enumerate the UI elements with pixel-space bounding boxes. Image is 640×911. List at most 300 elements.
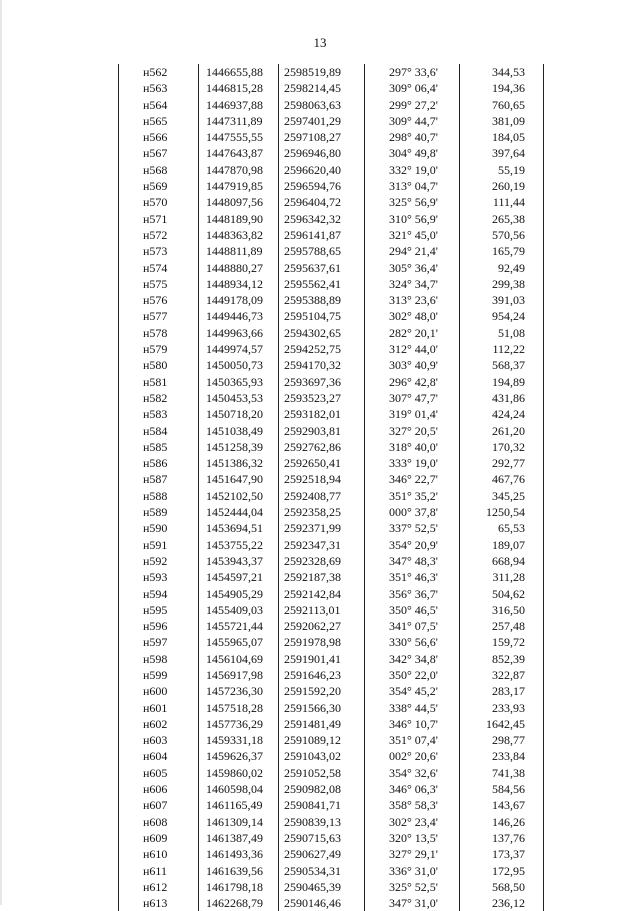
distance-cell: 584,56 — [492, 782, 525, 797]
x-coordinate-cell: 1461639,56 — [206, 863, 263, 878]
y-coordinate-cell: 2593697,36 — [284, 374, 341, 389]
y-coordinate-cell: 2595388,89 — [284, 293, 341, 308]
table-row — [118, 830, 543, 846]
y-coordinate-cell: 2591978,98 — [284, 635, 341, 650]
y-coordinate-cell: 2590982,08 — [284, 782, 341, 797]
table-row — [118, 211, 543, 227]
y-coordinate-cell: 2592328,69 — [284, 553, 341, 568]
x-coordinate-cell: 1462268,79 — [206, 896, 263, 911]
x-coordinate-cell: 1461165,49 — [206, 798, 263, 813]
direction-angle-cell: 337° 52,5' — [389, 521, 438, 536]
point-id-cell: н608 — [143, 814, 168, 829]
direction-angle-cell: 338° 44,5' — [389, 700, 438, 715]
point-id-cell: н612 — [143, 879, 168, 894]
table-row — [118, 651, 543, 667]
direction-angle-cell: 305° 36,4' — [389, 260, 438, 275]
point-id-cell: н585 — [143, 439, 168, 454]
distance-cell: 189,07 — [492, 537, 525, 552]
column-divider — [278, 64, 279, 911]
y-coordinate-cell: 2590146,46 — [284, 896, 341, 911]
table-row — [118, 374, 543, 390]
direction-angle-cell: 336° 31,0' — [389, 863, 438, 878]
y-coordinate-cell: 2591901,41 — [284, 651, 341, 666]
point-id-cell: н567 — [143, 146, 168, 161]
y-coordinate-cell: 2596620,40 — [284, 162, 341, 177]
x-coordinate-cell: 1450718,20 — [206, 407, 263, 422]
table-row — [118, 227, 543, 243]
distance-cell: 283,17 — [492, 684, 525, 699]
table-row — [118, 488, 543, 504]
point-id-cell: н569 — [143, 179, 168, 194]
y-coordinate-cell: 2592187,38 — [284, 570, 341, 585]
point-id-cell: н604 — [143, 749, 168, 764]
y-coordinate-cell: 2590627,49 — [284, 847, 341, 862]
x-coordinate-cell: 1453694,51 — [206, 521, 263, 536]
x-coordinate-cell: 1450453,53 — [206, 390, 263, 405]
x-coordinate-cell: 1461387,49 — [206, 830, 263, 845]
direction-angle-cell: 347° 48,3' — [389, 553, 438, 568]
point-id-cell: н564 — [143, 97, 168, 112]
point-id-cell: н607 — [143, 798, 168, 813]
distance-cell: 316,50 — [492, 602, 525, 617]
distance-cell: 298,77 — [492, 733, 525, 748]
x-coordinate-cell: 1448811,89 — [206, 244, 263, 259]
distance-cell: 322,87 — [492, 667, 525, 682]
table-row — [118, 423, 543, 439]
direction-angle-cell: 313° 23,6' — [389, 293, 438, 308]
point-id-cell: н588 — [143, 488, 168, 503]
distance-cell: 159,72 — [492, 635, 525, 650]
point-id-cell: н613 — [143, 896, 168, 911]
point-id-cell: н587 — [143, 472, 168, 487]
table-row — [118, 667, 543, 683]
direction-angle-cell: 324° 34,7' — [389, 276, 438, 291]
y-coordinate-cell: 2596141,87 — [284, 227, 341, 242]
distance-cell: 143,67 — [492, 798, 525, 813]
page-number: 13 — [313, 35, 327, 50]
distance-cell: 137,76 — [492, 830, 525, 845]
x-coordinate-cell: 1459331,18 — [206, 733, 263, 748]
table-row — [118, 846, 543, 862]
point-id-cell: н565 — [143, 113, 168, 128]
y-coordinate-cell: 2592142,84 — [284, 586, 341, 601]
x-coordinate-cell: 1453943,37 — [206, 553, 263, 568]
table-row — [118, 406, 543, 422]
direction-angle-cell: 297° 33,6' — [389, 65, 438, 79]
direction-angle-cell: 325° 52,5' — [389, 879, 438, 894]
y-coordinate-cell: 2592113,01 — [284, 602, 341, 617]
y-coordinate-cell: 2595104,75 — [284, 309, 341, 324]
distance-cell: 504,62 — [492, 586, 525, 601]
distance-cell: 184,05 — [492, 130, 525, 145]
x-coordinate-cell: 1456104,69 — [206, 651, 263, 666]
direction-angle-cell: 309° 06,4' — [389, 81, 438, 96]
y-coordinate-cell: 2598063,63 — [284, 97, 341, 112]
direction-angle-cell: 327° 20,5' — [389, 423, 438, 438]
direction-angle-cell: 350° 46,5' — [389, 602, 438, 617]
x-coordinate-cell: 1461798,18 — [206, 879, 263, 894]
x-coordinate-cell: 1454905,29 — [206, 586, 263, 601]
point-id-cell: н610 — [143, 847, 168, 862]
x-coordinate-cell: 1454597,21 — [206, 570, 263, 585]
table-row — [118, 162, 543, 178]
direction-angle-cell: 325° 56,9' — [389, 195, 438, 210]
y-coordinate-cell: 2592762,86 — [284, 439, 341, 454]
table-row — [118, 732, 543, 748]
x-coordinate-cell: 1448189,90 — [206, 211, 263, 226]
x-coordinate-cell: 1449974,57 — [206, 342, 263, 357]
direction-angle-cell: 341° 07,5' — [389, 619, 438, 634]
x-coordinate-cell: 1449963,66 — [206, 325, 263, 340]
direction-angle-cell: 354° 45,2' — [389, 684, 438, 699]
column-divider — [459, 64, 460, 911]
x-coordinate-cell: 1457518,28 — [206, 700, 263, 715]
y-coordinate-cell: 2598519,89 — [284, 65, 341, 79]
direction-angle-cell: 354° 32,6' — [389, 765, 438, 780]
distance-cell: 299,38 — [492, 276, 525, 291]
y-coordinate-cell: 2591089,12 — [284, 733, 341, 748]
coordinates-table — [118, 64, 543, 911]
distance-cell: 292,77 — [492, 456, 525, 471]
table-row — [118, 618, 543, 634]
table-row — [118, 537, 543, 553]
distance-cell: 236,12 — [492, 896, 525, 911]
table-row — [118, 602, 543, 618]
y-coordinate-cell: 2594170,32 — [284, 358, 341, 373]
x-coordinate-cell: 1449446,73 — [206, 309, 263, 324]
x-coordinate-cell: 1446937,88 — [206, 97, 263, 112]
distance-cell: 111,44 — [492, 195, 525, 210]
distance-cell: 265,38 — [492, 211, 525, 226]
x-coordinate-cell: 1447919,85 — [206, 179, 263, 194]
table-row — [118, 357, 543, 373]
x-coordinate-cell: 1451038,49 — [206, 423, 263, 438]
distance-cell: 194,36 — [492, 81, 525, 96]
table-row — [118, 569, 543, 585]
distance-cell: 51,08 — [498, 325, 525, 340]
x-coordinate-cell: 1451258,39 — [206, 439, 263, 454]
column-divider — [364, 64, 365, 911]
x-coordinate-cell: 1460598,04 — [206, 782, 263, 797]
table-row — [118, 178, 543, 194]
table-body — [118, 64, 543, 911]
table-row — [118, 683, 543, 699]
distance-cell: 55,19 — [498, 162, 525, 177]
table-row — [118, 553, 543, 569]
x-coordinate-cell: 1453755,22 — [206, 537, 263, 552]
table-row — [118, 716, 543, 732]
distance-cell: 311,28 — [492, 570, 525, 585]
y-coordinate-cell: 2595637,61 — [284, 260, 341, 275]
distance-cell: 233,84 — [492, 749, 525, 764]
point-id-cell: н603 — [143, 733, 168, 748]
distance-cell: 233,93 — [492, 700, 525, 715]
table-row — [118, 814, 543, 830]
direction-angle-cell: 321° 45,0' — [389, 227, 438, 242]
distance-cell: 260,19 — [492, 179, 525, 194]
point-id-cell: н598 — [143, 651, 168, 666]
distance-cell: 741,38 — [492, 765, 525, 780]
x-coordinate-cell: 1457236,30 — [206, 684, 263, 699]
table-row — [118, 390, 543, 406]
table-row — [118, 194, 543, 210]
x-coordinate-cell: 1446655,88 — [206, 65, 263, 79]
table-row — [118, 243, 543, 259]
direction-angle-cell: 327° 29,1' — [389, 847, 438, 862]
distance-cell: 170,32 — [492, 439, 525, 454]
distance-cell: 852,39 — [492, 651, 525, 666]
direction-angle-cell: 310° 56,9' — [389, 211, 438, 226]
point-id-cell: н576 — [143, 293, 168, 308]
y-coordinate-cell: 2590839,13 — [284, 814, 341, 829]
direction-angle-cell: 350° 22,0' — [389, 667, 438, 682]
direction-angle-cell: 313° 04,7' — [389, 179, 438, 194]
point-id-cell: н570 — [143, 195, 168, 210]
point-id-cell: н580 — [143, 358, 168, 373]
y-coordinate-cell: 2590465,39 — [284, 879, 341, 894]
direction-angle-cell: 002° 20,6' — [389, 749, 438, 764]
distance-cell: 65,53 — [498, 521, 525, 536]
table-row — [118, 341, 543, 357]
point-id-cell: н584 — [143, 423, 168, 438]
distance-cell: 568,50 — [492, 879, 525, 894]
y-coordinate-cell: 2594252,75 — [284, 342, 341, 357]
direction-angle-cell: 356° 36,7' — [389, 586, 438, 601]
table-row — [118, 781, 543, 797]
table-row — [118, 455, 543, 471]
direction-angle-cell: 346° 22,7' — [389, 472, 438, 487]
point-id-cell: н577 — [143, 309, 168, 324]
direction-angle-cell: 299° 27,2' — [389, 97, 438, 112]
direction-angle-cell: 302° 48,0' — [389, 309, 438, 324]
distance-cell: 112,22 — [492, 342, 525, 357]
direction-angle-cell: 302° 23,4' — [389, 814, 438, 829]
x-coordinate-cell: 1461309,14 — [206, 814, 263, 829]
point-id-cell: н571 — [143, 211, 168, 226]
point-id-cell: н595 — [143, 602, 168, 617]
table-row — [118, 439, 543, 455]
y-coordinate-cell: 2596594,76 — [284, 179, 341, 194]
distance-cell: 172,95 — [492, 863, 525, 878]
table-row — [118, 260, 543, 276]
x-coordinate-cell: 1457736,29 — [206, 716, 263, 731]
y-coordinate-cell: 2590841,71 — [284, 798, 341, 813]
distance-cell: 165,79 — [492, 244, 525, 259]
x-coordinate-cell: 1448097,56 — [206, 195, 263, 210]
point-id-cell: н583 — [143, 407, 168, 422]
direction-angle-cell: 320° 13,5' — [389, 830, 438, 845]
table-row — [118, 797, 543, 813]
x-coordinate-cell: 1448880,27 — [206, 260, 263, 275]
point-id-cell: н575 — [143, 276, 168, 291]
direction-angle-cell: 342° 34,8' — [389, 651, 438, 666]
y-coordinate-cell: 2595788,65 — [284, 244, 341, 259]
table-row — [118, 113, 543, 129]
y-coordinate-cell: 2590534,31 — [284, 863, 341, 878]
table-row — [118, 748, 543, 764]
point-id-cell: н602 — [143, 716, 168, 731]
x-coordinate-cell: 1459860,02 — [206, 765, 263, 780]
point-id-cell: н586 — [143, 456, 168, 471]
point-id-cell: н572 — [143, 227, 168, 242]
distance-cell: 424,24 — [492, 407, 525, 422]
x-coordinate-cell: 1456917,98 — [206, 667, 263, 682]
x-coordinate-cell: 1447870,98 — [206, 162, 263, 177]
table-row — [118, 292, 543, 308]
y-coordinate-cell: 2593523,27 — [284, 390, 341, 405]
x-coordinate-cell: 1448363,82 — [206, 227, 263, 242]
direction-angle-cell: 346° 06,3' — [389, 782, 438, 797]
point-id-cell: н599 — [143, 667, 168, 682]
distance-cell: 345,25 — [492, 488, 525, 503]
point-id-cell: н596 — [143, 619, 168, 634]
x-coordinate-cell: 1447643,87 — [206, 146, 263, 161]
direction-angle-cell: 319° 01,4' — [389, 407, 438, 422]
distance-cell: 570,56 — [492, 227, 525, 242]
y-coordinate-cell: 2591043,02 — [284, 749, 341, 764]
direction-angle-cell: 304° 49,8' — [389, 146, 438, 161]
x-coordinate-cell: 1450365,93 — [206, 374, 263, 389]
table-row — [118, 895, 543, 911]
point-id-cell: н593 — [143, 570, 168, 585]
direction-angle-cell: 358° 58,3' — [389, 798, 438, 813]
distance-cell: 760,65 — [492, 97, 525, 112]
table-row — [118, 863, 543, 879]
column-divider — [543, 64, 544, 911]
point-id-cell: н601 — [143, 700, 168, 715]
y-coordinate-cell: 2592903,81 — [284, 423, 341, 438]
x-coordinate-cell: 1448934,12 — [206, 276, 263, 291]
y-coordinate-cell: 2592518,94 — [284, 472, 341, 487]
y-coordinate-cell: 2592358,25 — [284, 505, 341, 520]
direction-angle-cell: 354° 20,9' — [389, 537, 438, 552]
table-row — [118, 80, 543, 96]
x-coordinate-cell: 1455409,03 — [206, 602, 263, 617]
distance-cell: 431,86 — [492, 390, 525, 405]
y-coordinate-cell: 2596342,32 — [284, 211, 341, 226]
x-coordinate-cell: 1452444,04 — [206, 505, 263, 520]
table-row — [118, 64, 543, 80]
point-id-cell: н582 — [143, 390, 168, 405]
direction-angle-cell: 282° 20,1' — [389, 325, 438, 340]
point-id-cell: н606 — [143, 782, 168, 797]
direction-angle-cell: 312° 44,0' — [389, 342, 438, 357]
point-id-cell: н605 — [143, 765, 168, 780]
point-id-cell: н591 — [143, 537, 168, 552]
y-coordinate-cell: 2596946,80 — [284, 146, 341, 161]
y-coordinate-cell: 2591646,23 — [284, 667, 341, 682]
y-coordinate-cell: 2591052,58 — [284, 765, 341, 780]
y-coordinate-cell: 2591566,30 — [284, 700, 341, 715]
table-row — [118, 276, 543, 292]
table-row — [118, 586, 543, 602]
distance-cell: 381,09 — [492, 113, 525, 128]
direction-angle-cell: 296° 42,8' — [389, 374, 438, 389]
x-coordinate-cell: 1450050,73 — [206, 358, 263, 373]
y-coordinate-cell: 2594302,65 — [284, 325, 341, 340]
y-coordinate-cell: 2592371,99 — [284, 521, 341, 536]
direction-angle-cell: 318° 40,0' — [389, 439, 438, 454]
point-id-cell: н563 — [143, 81, 168, 96]
point-id-cell: н600 — [143, 684, 168, 699]
point-id-cell: н589 — [143, 505, 168, 520]
table-row — [118, 145, 543, 161]
x-coordinate-cell: 1451386,32 — [206, 456, 263, 471]
table-row — [118, 129, 543, 145]
direction-angle-cell: 000° 37,8' — [389, 505, 438, 520]
direction-angle-cell: 309° 44,7' — [389, 113, 438, 128]
column-divider — [118, 64, 119, 911]
distance-cell: 391,03 — [492, 293, 525, 308]
x-coordinate-cell: 1447311,89 — [206, 113, 263, 128]
distance-cell: 954,24 — [492, 309, 525, 324]
x-coordinate-cell: 1455721,44 — [206, 619, 263, 634]
direction-angle-cell: 307° 47,7' — [389, 390, 438, 405]
distance-cell: 261,20 — [492, 423, 525, 438]
x-coordinate-cell: 1459626,37 — [206, 749, 263, 764]
y-coordinate-cell: 2591481,49 — [284, 716, 341, 731]
x-coordinate-cell: 1455965,07 — [206, 635, 263, 650]
table-row — [118, 325, 543, 341]
point-id-cell: н597 — [143, 635, 168, 650]
direction-angle-cell: 346° 10,7' — [389, 716, 438, 731]
distance-cell: 1250,54 — [486, 505, 525, 520]
table-row — [118, 97, 543, 113]
point-id-cell: н594 — [143, 586, 168, 601]
distance-cell: 568,37 — [492, 358, 525, 373]
direction-angle-cell: 303° 40,9' — [389, 358, 438, 373]
point-id-cell: н590 — [143, 521, 168, 536]
x-coordinate-cell: 1451647,90 — [206, 472, 263, 487]
table-row — [118, 879, 543, 895]
table-row — [118, 520, 543, 536]
direction-angle-cell: 351° 35,2' — [389, 488, 438, 503]
direction-angle-cell: 351° 07,4' — [389, 733, 438, 748]
x-coordinate-cell: 1446815,28 — [206, 81, 263, 96]
point-id-cell: н579 — [143, 342, 168, 357]
distance-cell: 344,53 — [492, 65, 525, 79]
table-row — [118, 504, 543, 520]
y-coordinate-cell: 2592650,41 — [284, 456, 341, 471]
distance-cell: 194,89 — [492, 374, 525, 389]
table-row — [118, 634, 543, 650]
point-id-cell: н573 — [143, 244, 168, 259]
y-coordinate-cell: 2595562,41 — [284, 276, 341, 291]
point-id-cell: н609 — [143, 830, 168, 845]
direction-angle-cell: 332° 19,0' — [389, 162, 438, 177]
point-id-cell: н592 — [143, 553, 168, 568]
y-coordinate-cell: 2592347,31 — [284, 537, 341, 552]
x-coordinate-cell: 1461493,36 — [206, 847, 263, 862]
x-coordinate-cell: 1449178,09 — [206, 293, 263, 308]
table-row — [118, 765, 543, 781]
table-row — [118, 308, 543, 324]
distance-cell: 467,76 — [492, 472, 525, 487]
y-coordinate-cell: 2593182,01 — [284, 407, 341, 422]
point-id-cell: н566 — [143, 130, 168, 145]
distance-cell: 146,26 — [492, 814, 525, 829]
point-id-cell: н568 — [143, 162, 168, 177]
distance-cell: 173,37 — [492, 847, 525, 862]
distance-cell: 397,64 — [492, 146, 525, 161]
point-id-cell: н581 — [143, 374, 168, 389]
y-coordinate-cell: 2592062,27 — [284, 619, 341, 634]
y-coordinate-cell: 2597108,27 — [284, 130, 341, 145]
direction-angle-cell: 347° 31,0' — [389, 896, 438, 911]
x-coordinate-cell: 1447555,55 — [206, 130, 263, 145]
direction-angle-cell: 298° 40,7' — [389, 130, 438, 145]
table-row — [118, 700, 543, 716]
